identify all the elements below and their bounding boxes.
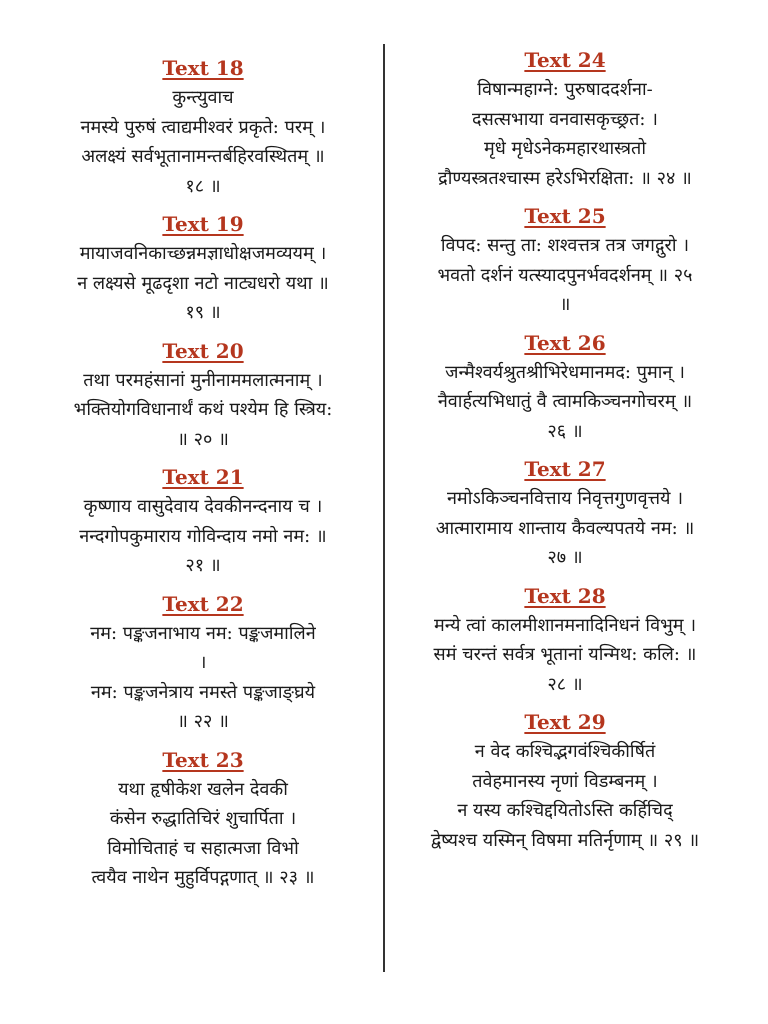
verse-block xyxy=(392,708,738,855)
verse-block xyxy=(392,202,738,320)
left-column xyxy=(28,54,378,902)
verse-heading: Text 22 xyxy=(162,591,244,616)
verse-line: कुन्त्युवाच xyxy=(172,87,234,108)
verse-line: विमोचिताहं च सहात्मजा विभो xyxy=(107,837,299,859)
verse-line: समं चरन्तं सर्वत्र भूतानां यन्मिथ: कलि: ॥ xyxy=(433,644,697,665)
verse-line: मृधे मृधेऽनेकमहारथास्त्रतो xyxy=(484,138,646,159)
verse-block xyxy=(392,46,738,193)
verse-line: न यस्य कश्चिद्दयितोऽस्ति कर्हिचिद् xyxy=(457,800,673,821)
verse-line: नमोऽकिञ्चनवित्ताय निवृत्तगुणवृत्तये । xyxy=(446,488,684,509)
verse-line: विषान्महाग्ने: पुरुषाददर्शना- xyxy=(477,79,653,100)
verse-heading: Text 24 xyxy=(524,48,606,72)
verse-line: कृष्णाय वासुदेवाय देवकीनन्दनाय च । xyxy=(83,496,323,517)
verse-line: कंसेन रुद्धातिचिरं शुचार्पिता । xyxy=(109,808,297,829)
verse-line: ॥ xyxy=(559,294,571,315)
verse-line: आत्मारामाय शान्ताय कैवल्यपतये नम: ॥ xyxy=(435,517,695,539)
verse-line: २८ ॥ xyxy=(547,673,583,695)
verse-block xyxy=(392,329,738,447)
verse-line: २६ ॥ xyxy=(547,420,583,442)
verse-block xyxy=(28,746,378,893)
verse-line: विपद: सन्तु ता: शश्वत्तत्र तत्र जगद्गुरो । xyxy=(440,235,690,256)
verse-heading: Text 18 xyxy=(162,56,244,80)
verse-line: ॥ २० ॥ xyxy=(177,428,229,450)
verse-heading: Text 23 xyxy=(162,747,244,772)
verse-line: तथा परमहंसानां मुनीनाममलात्मनाम् । xyxy=(83,369,323,391)
verse-line: दसत्सभाया वनवासकृच्छ्रत: । xyxy=(472,108,658,130)
verse-heading: Text 27 xyxy=(524,457,606,481)
verse-block xyxy=(28,463,378,581)
verse-block xyxy=(28,210,378,328)
verse-line: भवतो दर्शनं यत्स्यादपुनर्भवदर्शनम् ॥ २५ xyxy=(437,264,693,286)
verse-line: ॥ २२ ॥ xyxy=(177,711,229,732)
verse-line: २१ ॥ xyxy=(185,555,221,576)
verse-line: १८ ॥ xyxy=(185,175,221,197)
verse-heading: Text 25 xyxy=(524,204,606,228)
verse-line: नैवार्हत्यभिधातुं वै त्वामकिञ्चनगोचरम् ॥ xyxy=(437,391,693,412)
verse-line: मायाजवनिकाच्छन्नमज्ञाधोक्षजमव्ययम् । xyxy=(79,243,327,264)
verse-block xyxy=(28,590,378,737)
verse-line: १९ ॥ xyxy=(185,302,221,323)
verse-line: त्वयैव नाथेन मुहुर्विपद्गणात् ॥ २३ ॥ xyxy=(91,867,315,888)
verse-block xyxy=(392,455,738,573)
verse-line: नमस्ये पुरुषं त्वाद्यमीश्वरं प्रकृते: परम् । xyxy=(80,116,326,138)
verse-line: मन्ये त्वां कालमीशानमनादिनिधनं विभुम् । xyxy=(433,614,697,636)
verse-heading: Text 20 xyxy=(162,338,244,363)
verse-line: । xyxy=(199,652,207,673)
verse-line: यथा हृषीकेश खलेन देवकी xyxy=(118,778,288,800)
verse-block xyxy=(28,337,378,455)
verse-block xyxy=(392,582,738,700)
verse-line: द्वेष्यश्च यस्मिन् विषमा मतिर्नृणाम् ॥ २९ ॥ xyxy=(430,829,700,851)
verse-heading: Text 26 xyxy=(524,330,606,355)
verse-block xyxy=(28,54,378,201)
verse-line: तवेहमानस्य नृणां विडम्बनम् । xyxy=(472,770,658,792)
verse-heading: Text 19 xyxy=(162,212,244,236)
verse-heading: Text 28 xyxy=(524,583,606,608)
verse-line: नम: पङ्कजनाभाय नम: पङ्कजमालिने xyxy=(90,622,316,644)
verse-line: नन्दगोपकुमाराय गोविन्दाय नमो नम: ॥ xyxy=(79,525,327,547)
verse-line: नम: पङ्कजनेत्राय नमस्ते पङ्कजाङ्घ्रये xyxy=(90,681,316,703)
verse-line: न लक्ष्यसे मूढदृशा नटो नाट्यधरो यथा ॥ xyxy=(77,272,329,294)
verse-heading: Text 29 xyxy=(524,710,606,734)
verse-line: २७ ॥ xyxy=(547,547,583,568)
verse-line: भक्तियोगविधानार्थं कथं पश्येम हि स्त्रिय: xyxy=(73,399,333,420)
verse-line: अलक्ष्यं सर्वभूतानामन्तर्बहिरवस्थितम् ॥ xyxy=(81,146,325,167)
right-column xyxy=(392,46,738,864)
verse-line: न वेद कश्चिद्भगवंश्चिकीर्षितं xyxy=(474,741,656,762)
column-divider xyxy=(383,44,385,972)
verse-heading: Text 21 xyxy=(162,465,244,489)
verse-line: द्रौण्यस्त्रतश्चास्म हरेऽभिरक्षिता: ॥ २४ ॥ xyxy=(438,167,692,189)
verse-line: जन्मैश्वर्यश्रुतश्रीभिरेधमानमद: पुमान् । xyxy=(445,361,685,383)
